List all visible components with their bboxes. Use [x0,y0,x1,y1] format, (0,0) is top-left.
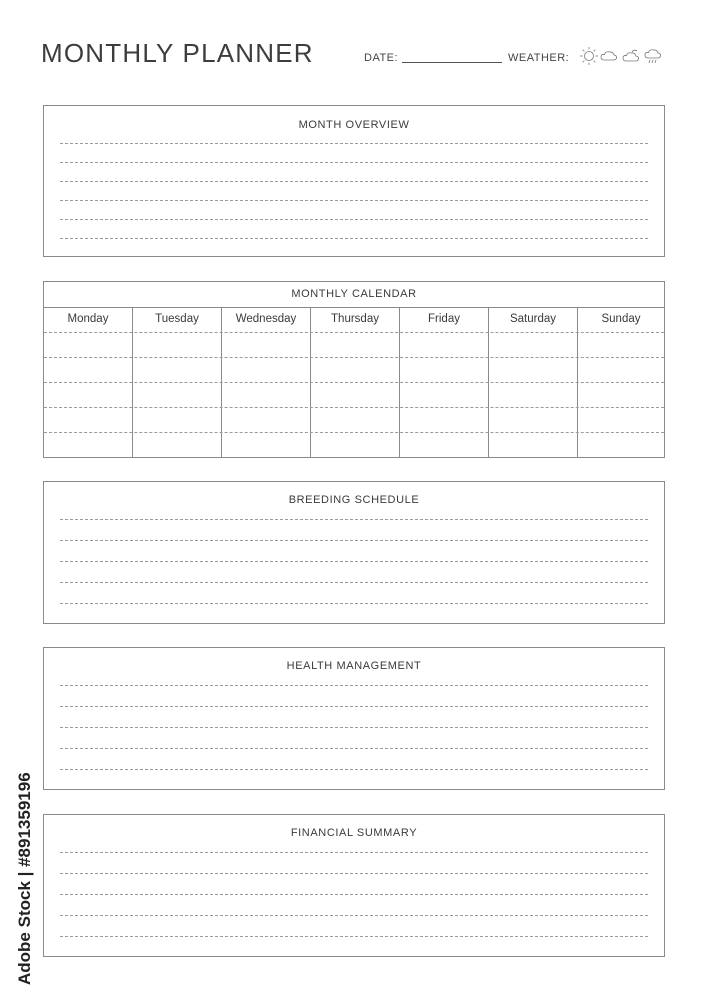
breeding-schedule-title: BREEDING SCHEDULE [288,494,420,506]
monthly-calendar-title: MONTHLY CALENDAR [291,288,417,300]
financial-summary-title: FINANCIAL SUMMARY [290,827,418,839]
day-header: Friday [428,313,460,325]
writing-line[interactable] [60,685,648,686]
writing-line[interactable] [60,727,648,728]
writing-line[interactable] [60,238,648,239]
cloud-icon[interactable] [601,52,617,60]
weather-icons [580,45,666,67]
month-overview-section [43,105,665,257]
writing-line[interactable] [60,561,648,562]
day-header: Thursday [331,313,379,325]
writing-line[interactable] [60,936,648,937]
rain-cloud-icon[interactable] [645,50,661,63]
monthly-calendar-section [43,281,665,458]
writing-line[interactable] [60,162,648,163]
health-management-title: HEALTH MANAGEMENT [286,660,422,672]
writing-line[interactable] [60,894,648,895]
writing-line[interactable] [60,706,648,707]
writing-line[interactable] [60,219,648,220]
calendar-row-line [44,357,664,358]
writing-line[interactable] [60,200,648,201]
writing-line[interactable] [60,143,648,144]
partly-cloudy-icon[interactable] [623,50,639,61]
day-header: Sunday [601,313,641,325]
writing-line[interactable] [60,603,648,604]
health-management-section [43,647,665,790]
calendar-grid [44,307,664,457]
calendar-row-line [44,432,664,433]
writing-line[interactable] [60,519,648,520]
calendar-row-line [44,332,664,333]
date-field-line[interactable] [402,62,502,63]
day-header: Tuesday [155,313,199,325]
writing-line[interactable] [60,748,648,749]
month-overview-title: MONTH OVERVIEW [298,119,410,131]
date-label: DATE: [364,52,399,64]
writing-line[interactable] [60,915,648,916]
day-header: Saturday [509,313,557,325]
calendar-row-line [44,407,664,408]
page-title: MONTHLY PLANNER [41,38,314,68]
writing-line[interactable] [60,769,648,770]
calendar-row-line [44,382,664,383]
writing-line[interactable] [60,873,648,874]
stock-id-watermark [8,765,38,985]
day-header: Wednesday [235,313,297,325]
stock-id-text: Adobe Stock | #891359196 [15,772,34,985]
writing-line[interactable] [60,582,648,583]
breeding-schedule-section [43,481,665,624]
writing-line[interactable] [60,852,648,853]
financial-summary-section [43,814,665,957]
day-header: Monday [67,313,109,325]
writing-line[interactable] [60,181,648,182]
sun-icon[interactable] [580,47,598,65]
weather-label: WEATHER: [508,52,570,64]
writing-line[interactable] [60,540,648,541]
